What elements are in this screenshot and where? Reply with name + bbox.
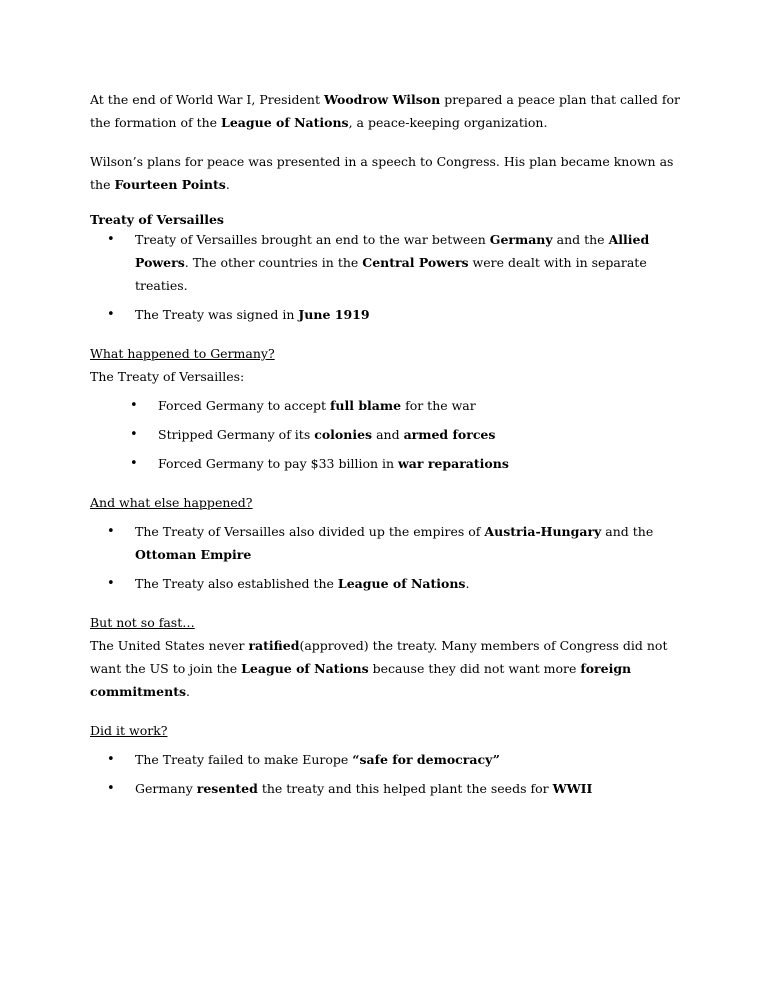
full-blame-bold: full blame (330, 398, 402, 413)
fourteen-points-paragraph (90, 150, 690, 196)
list-item (135, 777, 690, 800)
item-text: the treaty and this helped plant the seeds for (257, 781, 553, 796)
list-item (158, 452, 690, 475)
else-list (90, 520, 690, 595)
list-item (135, 303, 690, 326)
wilson-text: Wilson’s plans for peace was presented in a speech to Congress. His plan became known as the (90, 154, 674, 192)
wwii-bold: WWII (552, 781, 593, 796)
item-text: and the (552, 232, 609, 247)
paragraph-text: The United States never (90, 638, 249, 653)
league-of-nations-bold: League of Nations (221, 115, 349, 130)
not-so-fast-heading: But not so fast… (90, 615, 195, 630)
allied-powers-bold: Allied Powers (135, 232, 650, 270)
list-item (135, 748, 690, 771)
item-text: were dealt with in separate treaties. (135, 255, 647, 293)
safe-for-democracy-bold: “safe for democracy” (352, 752, 500, 767)
woodrow-wilson-bold: Woodrow Wilson (323, 92, 441, 107)
league-of-nations-bold: League of Nations (337, 576, 466, 591)
item-text: Stripped Germany of its (158, 427, 315, 442)
item-text: The Treaty was signed in (135, 307, 299, 322)
ratified-paragraph (90, 634, 690, 703)
item-text: . (465, 576, 470, 591)
item-text: and (372, 427, 404, 442)
armed-forces-bold: armed forces (403, 427, 496, 442)
list-item (135, 228, 690, 297)
paragraph-text: because they did not want more (368, 661, 581, 676)
germany-intro: The Treaty of Versailles: (90, 369, 245, 384)
list-item (158, 394, 690, 417)
june-1919-bold: June 1919 (298, 307, 370, 322)
list-item (135, 520, 690, 566)
item-text: The Treaty also established the (135, 576, 338, 591)
fourteen-points-bold: Fourteen Points (114, 177, 226, 192)
austria-hungary-bold: Austria-Hungary (484, 524, 602, 539)
did-it-work-heading: Did it work? (90, 723, 168, 738)
resented-bold: resented (196, 781, 258, 796)
war-reparations-bold: war reparations (398, 456, 509, 471)
work-list (90, 748, 690, 800)
wilson-text: . (225, 177, 230, 192)
ratified-bold: ratified (248, 638, 300, 653)
central-powers-bold: Central Powers (362, 255, 469, 270)
germany-list (90, 394, 690, 475)
list-item (135, 572, 690, 595)
intro-text: At the end of World War I, President (90, 92, 324, 107)
intro-paragraph (90, 88, 690, 134)
list-item (158, 423, 690, 446)
item-text: and the (601, 524, 654, 539)
treaty-heading: Treaty of Versailles (90, 212, 224, 227)
germany-heading: What happened to Germany? (90, 346, 275, 361)
paragraph-text: . (186, 684, 190, 699)
item-text: Forced Germany to pay $33 billion in (158, 456, 399, 471)
foreign-commitments-bold: foreign commitments (90, 661, 632, 699)
item-text: The Treaty failed to make Europe (135, 752, 353, 767)
colonies-bold: colonies (314, 427, 373, 442)
league-of-nations-bold: League of Nations (241, 661, 369, 676)
document-page (90, 88, 690, 800)
germany-bold: Germany (489, 232, 553, 247)
intro-text: , a peace-keeping organization. (348, 115, 548, 130)
item-text: Treaty of Versailles brought an end to the war between (135, 232, 490, 247)
else-heading: And what else happened? (90, 495, 253, 510)
item-text: for the war (401, 398, 476, 413)
treaty-list (90, 228, 690, 326)
paragraph-text: (approved) the treaty. Many members of Congress did not want the US to join the (90, 638, 668, 676)
item-text: Forced Germany to accept (158, 398, 330, 413)
item-text: The Treaty of Versailles also divided up the empires of (135, 524, 485, 539)
item-text: . The other countries in the (184, 255, 363, 270)
ottoman-empire-bold: Ottoman Empire (135, 547, 252, 562)
intro-text: prepared a peace plan that called for the formation of the (90, 92, 680, 130)
item-text: Germany (135, 781, 197, 796)
